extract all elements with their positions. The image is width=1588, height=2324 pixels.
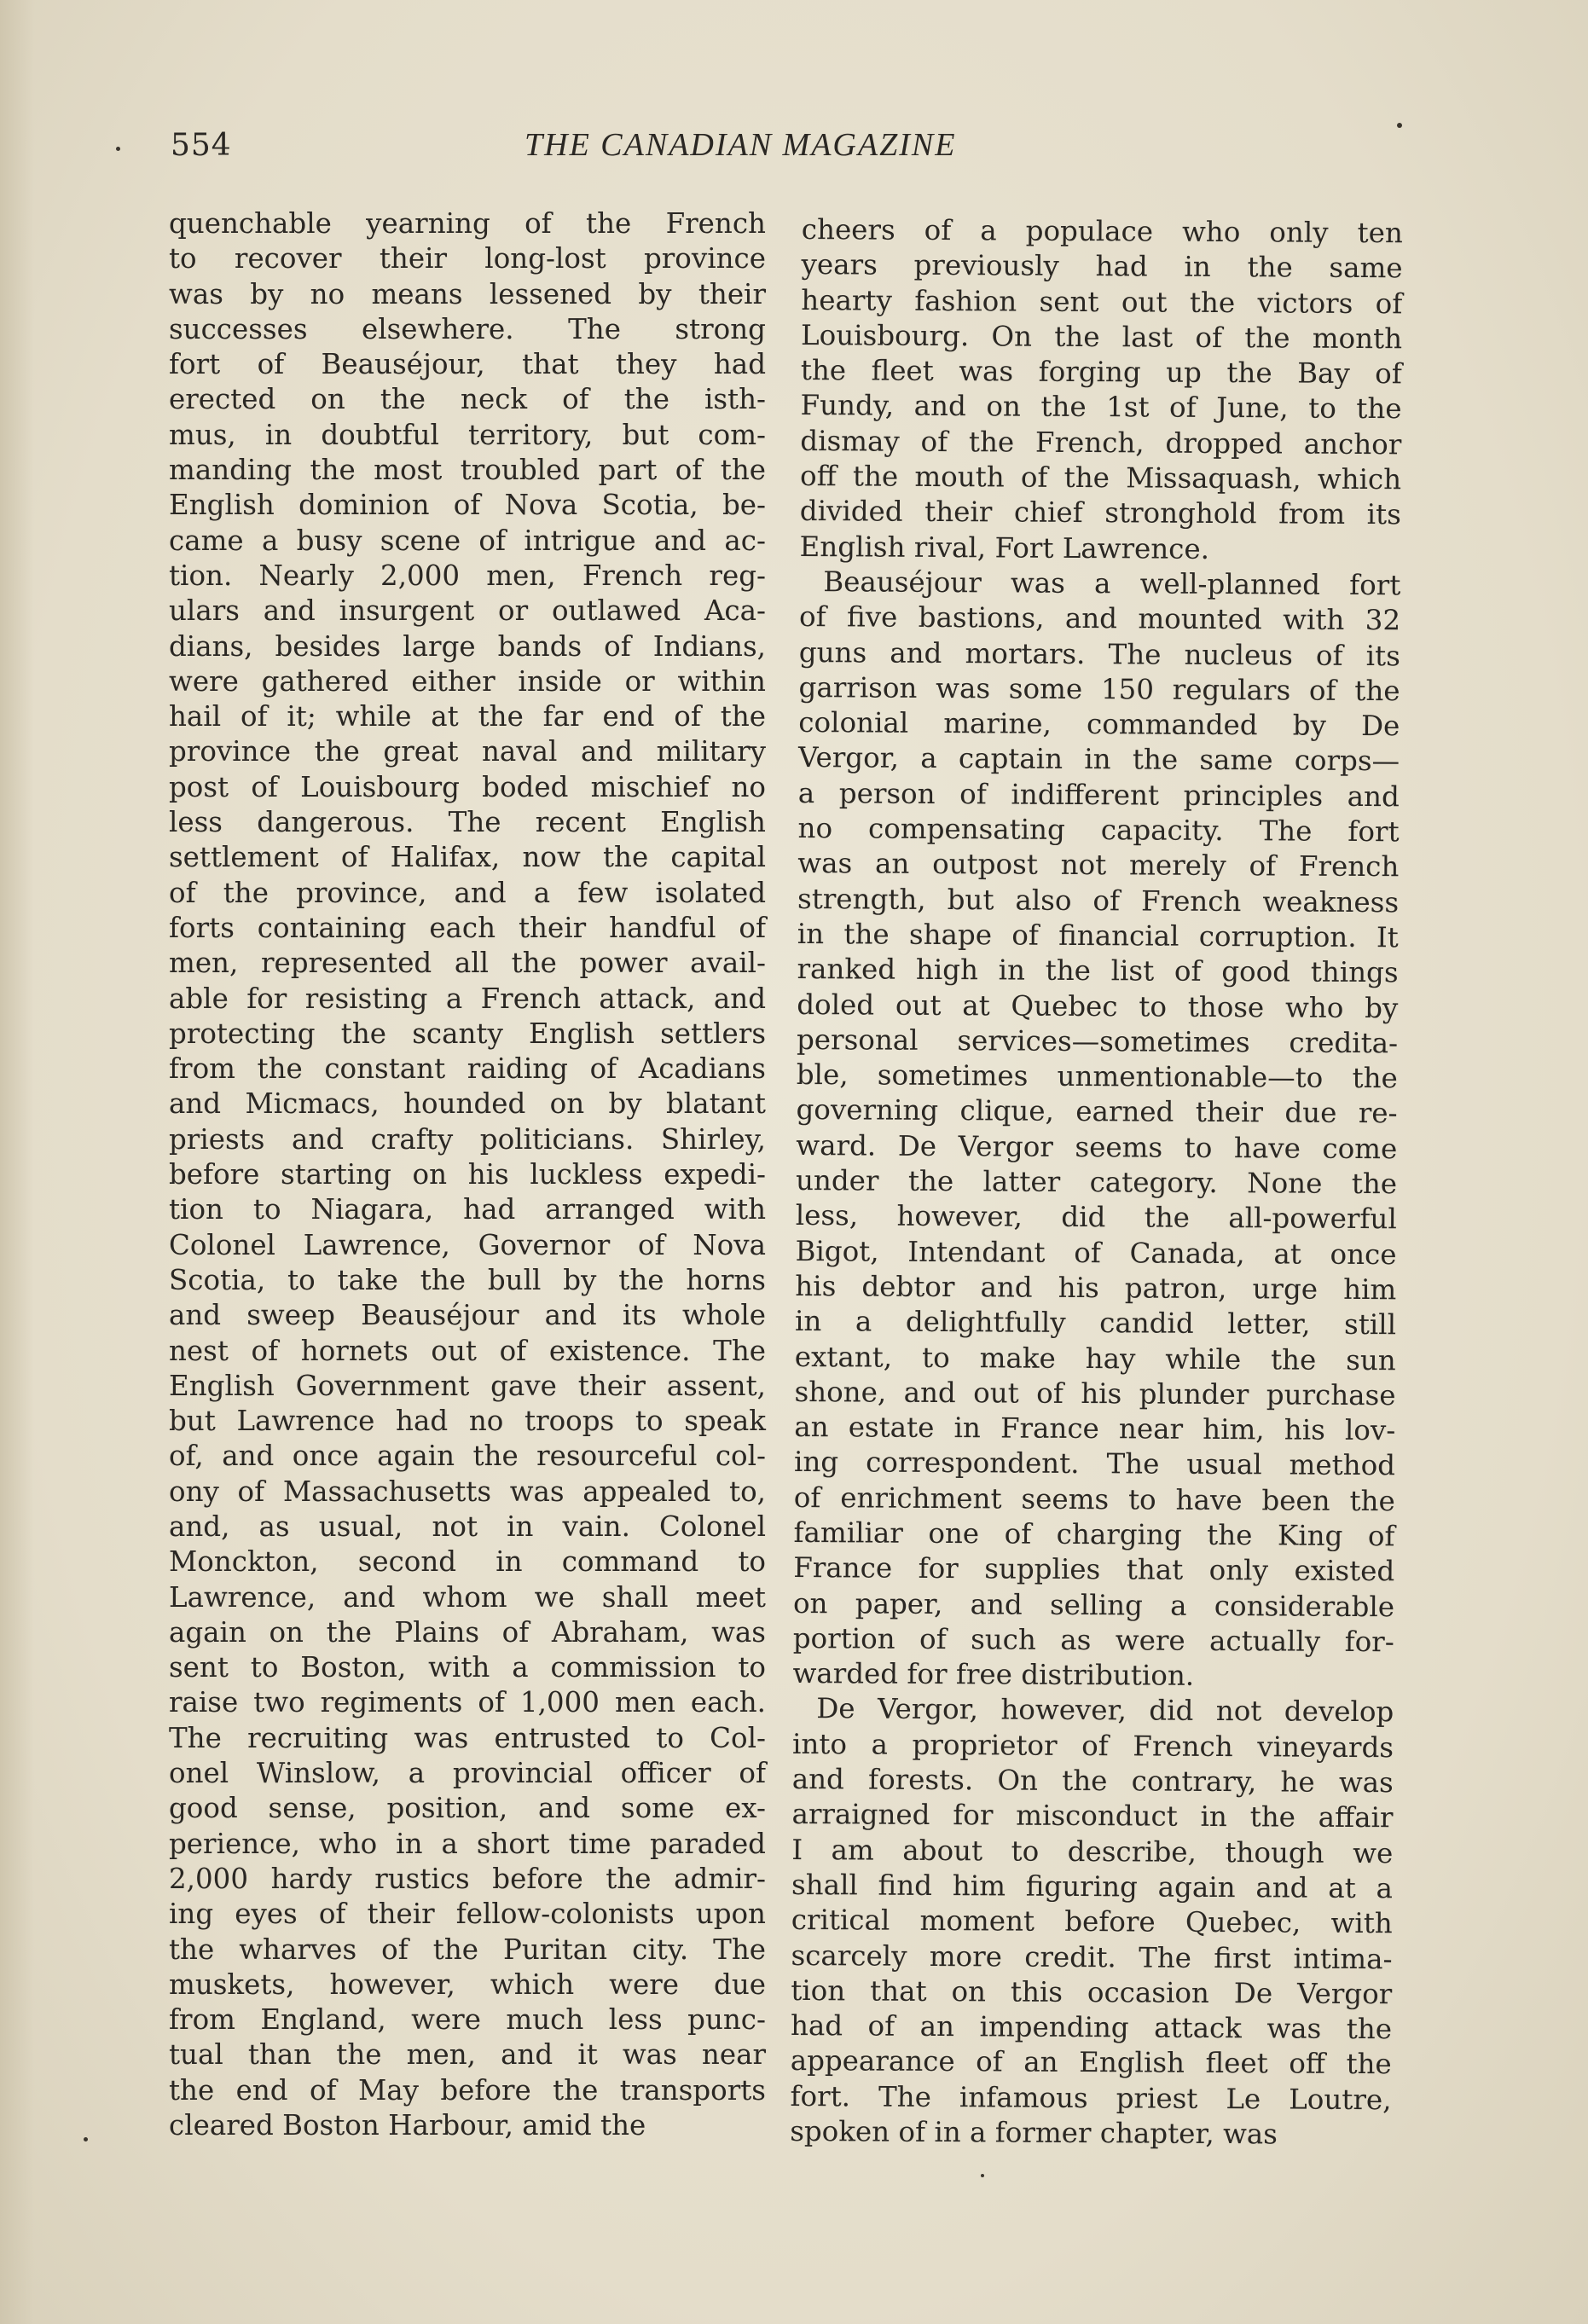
text-line: Vergor, a captain in the same corps— (797, 741, 1400, 778)
text-line: years previously had in the same (801, 248, 1403, 285)
text-line: Monckton, second in command to (169, 1545, 766, 1579)
text-line: of the province, and a few isolated (169, 876, 766, 909)
text-line: English Government gave their assent, (169, 1369, 766, 1402)
text-line: into a proprietor of French vineyards (791, 1727, 1394, 1765)
text-line: a person of indifferent principles and (797, 776, 1400, 814)
text-line: garrison was some 150 regulars of the (798, 670, 1400, 708)
text-line: manding the most troubled part of the (169, 454, 766, 487)
text-line: of, and once again the resourceful col- (169, 1440, 766, 1473)
text-line: ing correspondent. The usual method (793, 1446, 1396, 1482)
text-line: quenchable yearning of the French (169, 207, 766, 240)
text-line: shone, and out of his plunder purchase (794, 1375, 1396, 1412)
text-line: I am about to describe, though we (791, 1833, 1394, 1869)
text-line: from the constant raiding of Acadians (169, 1052, 766, 1086)
text-line: of five bastions, and mounted with 32 (798, 600, 1401, 637)
text-line: no compensating capacity. The fort (797, 812, 1400, 849)
text-line: muskets, however, which were due (169, 1968, 766, 2001)
text-line: ulars and insurgent or outlawed Aca- (169, 594, 766, 628)
text-line: of enrichment seems to have been the (793, 1481, 1395, 1517)
text-line: again on the Plains of Abraham, was (169, 1615, 766, 1649)
text-line: cheers of a populace who only ten (801, 212, 1403, 250)
text-line: able for resisting a French attack, and (169, 982, 766, 1015)
text-line: came a busy scene of intrigue and ac- (169, 524, 766, 557)
text-line: the end of May before the transports (169, 2073, 766, 2107)
page-edge-shadow (0, 0, 34, 2324)
text-line: English dominion of Nova Scotia, be- (169, 489, 766, 522)
text-line: off the mouth of the Missaquash, which (799, 460, 1402, 496)
text-line: good sense, position, and some ex- (169, 1792, 766, 1825)
text-line: on paper, and selling a considerable (792, 1586, 1395, 1623)
text-line: English rival, Fort Lawrence. (799, 530, 1210, 565)
text-line: but Lawrence had no troops to speak (169, 1405, 766, 1438)
text-line: Louisbourg. On the last of the month (801, 318, 1403, 356)
text-line: familiar one of charging the King of (793, 1516, 1395, 1553)
text-line: ble, sometimes unmentionable—to the (796, 1058, 1398, 1095)
text-line: hearty fashion sent out the victors of (801, 283, 1403, 320)
text-line: critical moment before Quebec, with (791, 1904, 1393, 1940)
text-line: Colonel Lawrence, Governor of Nova (169, 1228, 766, 1261)
text-line: arraigned for misconduct in the affair (791, 1798, 1394, 1834)
text-line: and forests. On the contrary, he was (791, 1763, 1394, 1800)
text-line: Scotia, to take the bull by the horns (169, 1263, 766, 1296)
text-line: tion. Nearly 2,000 men, French reg- (169, 559, 766, 592)
text-line: Bigot, Intendant of Canada, at once (795, 1234, 1397, 1271)
left-text-column (169, 206, 766, 2143)
text-line: ranked high in the list of good things (797, 953, 1399, 989)
text-line: in a delightfully candid letter, still (794, 1305, 1397, 1342)
text-line: were gathered either inside or within (169, 664, 766, 698)
text-line: erected on the neck of the isth- (169, 383, 766, 416)
text-line: strength, but also of French weakness (797, 882, 1400, 919)
ink-speck (84, 2137, 88, 2141)
text-line: in the shape of financial corruption. It (797, 917, 1399, 954)
text-line: mus, in doubtful territory, but com- (169, 418, 766, 451)
text-line: ward. De Vergor seems to have come (796, 1128, 1398, 1166)
text-line: Beauséjour was a well-planned fort (823, 565, 1401, 602)
text-line: onel Winslow, a provincial officer of (169, 1757, 766, 1790)
text-line: 2,000 hardy rustics before the admir- (169, 1862, 766, 1895)
text-line: The recruiting was entrusted to Col- (169, 1721, 766, 1754)
ink-speck (981, 2174, 984, 2177)
text-line: warded for free distribution. (792, 1657, 1195, 1693)
text-line: tion to Niagara, had arranged with (169, 1193, 766, 1226)
running-head: THE CANADIAN MAGAZINE (525, 127, 957, 163)
right-text-column (790, 212, 1403, 2153)
text-line: before starting on his luckless expedi- (169, 1158, 766, 1191)
text-line: tual than the men, and it was near (169, 2038, 766, 2072)
text-line: and, as usual, not in vain. Colonel (169, 1510, 766, 1543)
text-line: less dangerous. The recent English (169, 806, 766, 839)
text-line: and Micmacs, hounded on by blatant (169, 1087, 766, 1121)
text-line: was an outpost not merely of French (797, 847, 1400, 884)
text-line: perience, who in a short time paraded (169, 1827, 766, 1860)
text-line: his debtor and his patron, urge him (795, 1269, 1397, 1307)
text-line: post of Louisbourg boded mischief no (169, 770, 766, 803)
text-line: from England, were much less punc- (169, 2003, 766, 2037)
text-line: Fundy, and on the 1st of June, to the (800, 389, 1402, 426)
text-line: settlement of Halifax, now the capital (169, 841, 766, 874)
text-line: to recover their long-lost province (169, 242, 766, 275)
text-line: the wharves of the Puritan city. The (169, 1933, 766, 1966)
text-line: men, represented all the power avail- (169, 947, 766, 980)
text-line: fort. The infamous priest Le Loutre, (790, 2079, 1392, 2116)
text-line: and sweep Beauséjour and its whole (169, 1299, 766, 1332)
text-line: extant, to make hay while the sun (794, 1340, 1396, 1376)
text-line: sent to Boston, with a commission to (169, 1651, 766, 1684)
text-line: France for supplies that only existed (793, 1551, 1395, 1588)
text-line: portion of such as were actually for- (792, 1621, 1394, 1659)
text-line: tion that on this occasion De Vergor (791, 1973, 1393, 2011)
text-line: doled out at Quebec to those who by (797, 988, 1399, 1024)
text-line: hail of it; while at the far end of the (169, 700, 766, 733)
text-line: divided their chief stronghold from its (799, 495, 1401, 531)
text-line: shall find him figuring again and at a (791, 1868, 1394, 1905)
text-line: less, however, did the all-powerful (795, 1199, 1397, 1236)
text-line: forts containing each their handful of (169, 911, 766, 944)
text-line: governing clique, earned their due re- (796, 1093, 1398, 1130)
text-line: ony of Massachusetts was appealed to, (169, 1475, 766, 1508)
page-number: 554 (171, 128, 232, 163)
text-line: fort of Beauséjour, that they had (169, 348, 766, 381)
text-line: dians, besides large bands of Indians, (169, 629, 766, 663)
text-line: ing eyes of their fellow-colonists upon (169, 1898, 766, 1931)
text-line: personal services—sometimes credita- (796, 1023, 1399, 1060)
text-line: cleared Boston Harbour, amid the (169, 2109, 646, 2142)
text-line: raise two regiments of 1,000 men each. (169, 1686, 766, 1719)
text-line: dismay of the French, dropped anchor (800, 424, 1402, 461)
text-line: successes elsewhere. The strong (169, 312, 766, 345)
text-line: protecting the scanty English settlers (169, 1017, 766, 1050)
text-line: under the latter category. None the (795, 1163, 1398, 1201)
text-line: was by no means lessened by their (169, 277, 766, 310)
text-line: the fleet was forging up the Bay of (800, 354, 1402, 391)
text-line: province the great naval and military (169, 735, 766, 768)
text-line: an estate in France near him, his lov- (794, 1411, 1396, 1447)
text-line: Lawrence, and whom we shall meet (169, 1580, 766, 1614)
text-line: spoken of in a former chapter, was (790, 2114, 1278, 2151)
ink-speck (1397, 123, 1402, 128)
text-line: appearance of an English fleet off the (790, 2044, 1392, 2081)
text-line: had of an impending attack was the (790, 2009, 1393, 2046)
text-line: De Vergor, however, did not develop (816, 1692, 1394, 1729)
text-line: colonial marine, commanded by De (798, 706, 1400, 743)
text-line: priests and crafty politicians. Shirley, (169, 1122, 766, 1156)
ink-speck (116, 147, 120, 151)
text-line: scarcely more credit. The first intima- (791, 1939, 1393, 1975)
text-line: nest of hornets out of existence. The (169, 1334, 766, 1367)
text-line: guns and mortars. The nucleus of its (798, 635, 1400, 672)
